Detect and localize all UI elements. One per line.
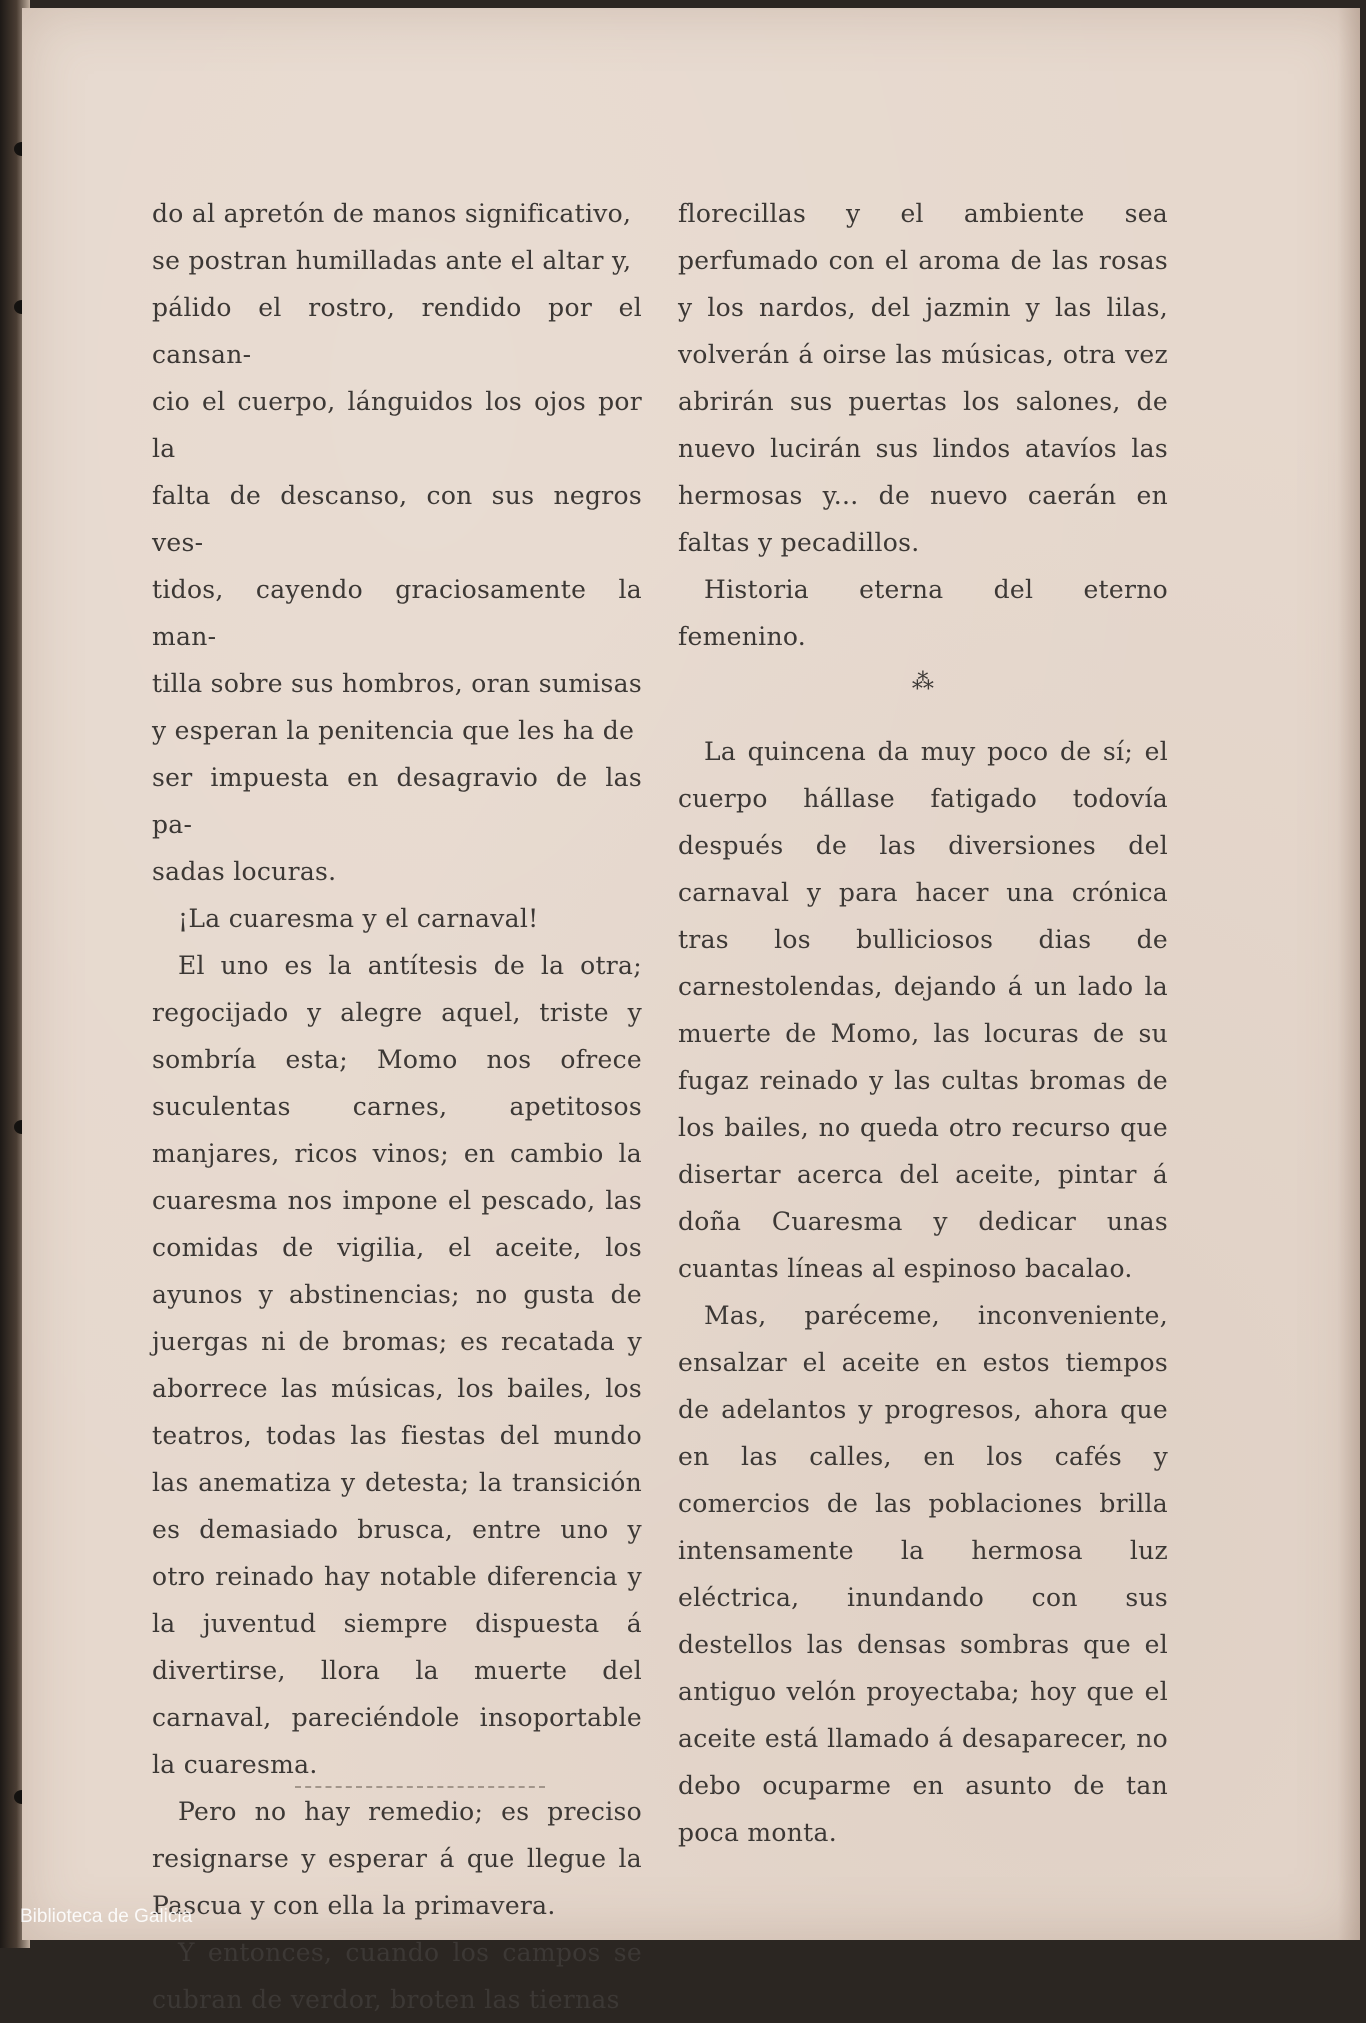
text-line: tidos, cayendo graciosamente la man-: [152, 575, 642, 651]
text-line: falta de descanso, con sus negros ves-: [152, 481, 642, 557]
text-line: pálido el rostro, rendido por el cansan-: [152, 293, 642, 369]
dashed-rule: [295, 1786, 545, 1788]
library-watermark: Biblioteca de Galicia: [20, 1906, 193, 1927]
text-line: y esperan la penitencia que les ha de: [152, 716, 635, 745]
paragraph: Mas, paréceme, inconveniente, ensalzar el aceite en estos tiempos de adelantos y progresos, ahora que en las calles, en los cafés y comercios de las poblaciones brilla intensamente la hermosa luz eléctrica, inundando con sus destellos las densas sombras que el antiguo velón proyectaba; hoy que el aceite está llamado á desaparecer, no debo ocuparme en asunto de tan poca monta.: [678, 1301, 1168, 1847]
paragraph: El uno es la antítesis de la otra; regocijado y alegre aquel, triste y sombría esta; Momo nos ofrece suculentas carnes, apetitosos manjares, ricos vinos; en cambio la cuaresma nos impone el pescado, las comidas de vigilia, el aceite, los ayunos y abstinencias; no gusta de juergas ni de bromas; es recatada y aborrece las músicas, los bailes, los teatros, todas las fiestas del mundo las anematiza y detesta; la transición es demasiado brusca, entre uno y otro reinado hay notable diferencia y la juventud siempre dispuesta á divertirse, llora la muerte del carnaval, pareciéndole insoportable la cuaresma.: [152, 951, 642, 1779]
right-text-column: [678, 190, 1168, 1856]
left-text-column: [152, 190, 642, 2023]
closing-line: Historia eterna del eterno femenino.: [678, 575, 1168, 651]
section-break-asterism: ⁂: [911, 670, 935, 695]
paragraph: Pero no hay remedio; es preciso resignarse y esperar á que llegue la Pascua y con ella la primavera.: [152, 1797, 642, 1920]
text-line: sadas locuras.: [152, 857, 337, 886]
exclamation-line: ¡La cuaresma y el carnaval!: [178, 904, 539, 933]
paragraph: Y entonces, cuando los campos se cubran de verdor, broten las tiernas: [152, 1938, 642, 2014]
paragraph: La quincena da muy poco de sí; el cuerpo hállase fatigado todovía después de las diversiones del carnaval y para hacer una crónica tras los bulliciosos dias de carnestolendas, dejando á un lado la muerte de Momo, las locuras de su fugaz reinado y las cultas bromas de los bailes, no queda otro recurso que disertar acerca del aceite, pintar á doña Cuaresma y dedicar unas cuantas líneas al espinoso bacalao.: [678, 737, 1168, 1283]
text-line: tilla sobre sus hombros, oran sumisas: [152, 669, 643, 698]
page-edge-shadow: [1338, 8, 1360, 1940]
paragraph: florecillas y el ambiente sea perfumado con el aroma de las rosas y los nardos, del jazmin y las lilas, volverán á oirse las músicas, otra vez abrirán sus puertas los salones, de nuevo lucirán sus lindos atavíos las hermosas y... de nuevo caerán en faltas y pecadillos.: [678, 199, 1168, 557]
text-line: cio el cuerpo, lánguidos los ojos por la: [152, 387, 642, 463]
text-line: se postran humilladas ante el altar y,: [152, 246, 632, 275]
text-line: do al apretón de manos significativo,: [152, 199, 632, 228]
text-line: ser impuesta en desagravio de las pa-: [152, 763, 642, 839]
